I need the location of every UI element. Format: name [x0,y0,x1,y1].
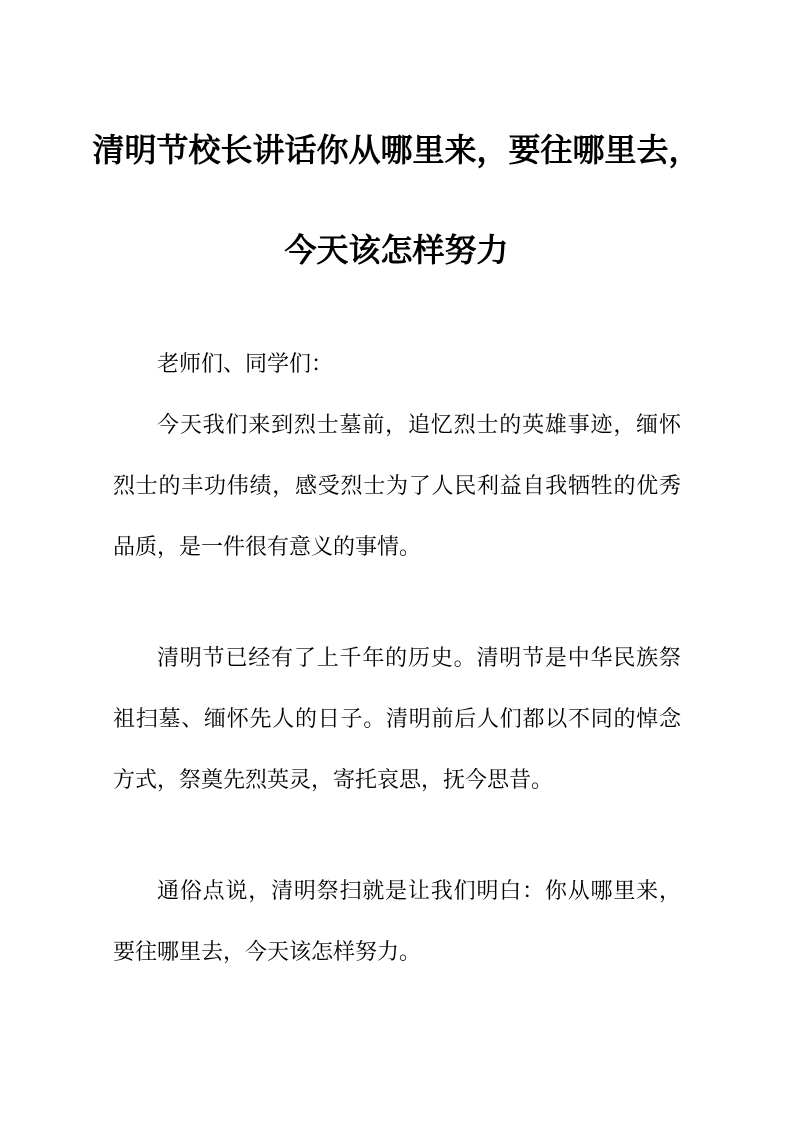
body-paragraph-3: 通俗点说，清明祭扫就是让我们明白：你从哪里来，要往哪里去，今天该怎样努力。 [113,878,681,964]
title-line-2: 今天该怎样努力 [284,232,509,268]
body-paragraph-1: 今天我们来到烈士墓前，追忆烈士的英雄事迹，缅怀烈士的丰功伟绩，感受烈士为了人民利益自我牺牲的优秀品质，是一件很有意义的事情。 [113,412,681,559]
salutation-paragraph: 老师们、同学们： [157,351,334,376]
body-paragraph-2: 清明节已经有了上千年的历史。清明节是中华民族祭祖扫墓、缅怀先人的日子。清明前后人们都以不同的悼念方式，祭奠先烈英灵，寄托哀思，抚今思昔。 [113,645,681,792]
title-line-1: 清明节校长讲话你从哪里来，要往哪里去， [92,132,701,168]
document-body [0,333,793,982]
document-title [56,100,737,300]
